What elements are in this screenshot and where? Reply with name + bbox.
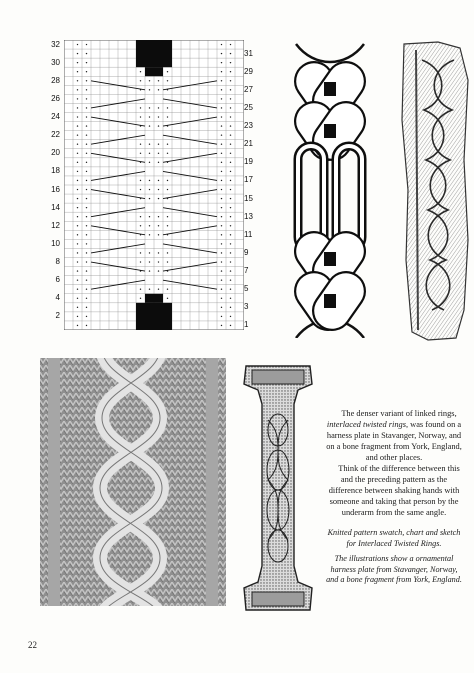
chart-grid-svg (64, 40, 244, 330)
chart-row-label: 16 (51, 184, 60, 194)
chart-row-label: 10 (51, 238, 60, 248)
chart-row-label: 8 (55, 257, 60, 267)
figure-caption (325, 528, 463, 591)
interlaced-rings-sketch (284, 38, 376, 338)
harness-plate-illustration (236, 360, 320, 616)
chart-row-label: 5 (244, 284, 249, 294)
chart-row-label: 3 (244, 302, 249, 312)
chart-row-label: 31 (244, 48, 253, 58)
chart-row-label: 21 (244, 139, 253, 149)
chart-row-label: 17 (244, 175, 253, 185)
chart-row-label: 30 (51, 57, 60, 67)
chart-row-label: 11 (244, 229, 253, 239)
chart-row-label: 27 (244, 84, 253, 94)
chart-row-label: 9 (244, 247, 249, 257)
knitting-chart (64, 40, 244, 330)
body-text (325, 408, 463, 518)
chart-row-label: 20 (51, 148, 60, 158)
chart-row-label: 24 (51, 112, 60, 122)
chart-row-label: 28 (51, 75, 60, 85)
chart-row-label: 22 (51, 130, 60, 140)
chart-row-label: 25 (244, 102, 253, 112)
chart-row-label: 2 (55, 311, 60, 321)
chart-row-label: 13 (244, 211, 253, 221)
chart-row-label: 4 (55, 293, 60, 303)
chart-row-label: 26 (51, 93, 60, 103)
chart-row-label: 6 (55, 275, 60, 285)
caption-paragraph-2: The illustrations show a ornamental harness plate from Stavanger, Norway, and a bone fragment from York, England. (326, 554, 462, 584)
chart-row-label: 32 (51, 39, 60, 49)
chart-row-label: 15 (244, 193, 253, 203)
chart-row-label: 12 (51, 220, 60, 230)
chart-row-label: 7 (244, 266, 249, 276)
caption-paragraph-1: Knitted pattern swatch, chart and sketch for Interlaced Twisted Rings. (327, 528, 461, 548)
chart-row-label: 1 (244, 320, 249, 330)
knitted-swatch-photo (40, 358, 226, 606)
chart-row-label: 19 (244, 157, 253, 167)
body-paragraph-2: Think of the difference between this and the preceding pattern as the difference between shaking hands with someone and taking that person by the underarm from the same angle. (328, 464, 460, 517)
page-number: 22 (28, 640, 37, 650)
bone-fragment-illustration (398, 40, 470, 342)
chart-row-label: 29 (244, 66, 253, 76)
chart-row-label: 18 (51, 166, 60, 176)
body-paragraph-1: The denser variant of linked rings, interlaced twisted rings, was found on a harness plate in Stavanger, Norway, and on a bone fragment from York, England, and other places. (326, 409, 462, 462)
chart-row-label: 23 (244, 121, 253, 131)
chart-row-label: 14 (51, 202, 60, 212)
